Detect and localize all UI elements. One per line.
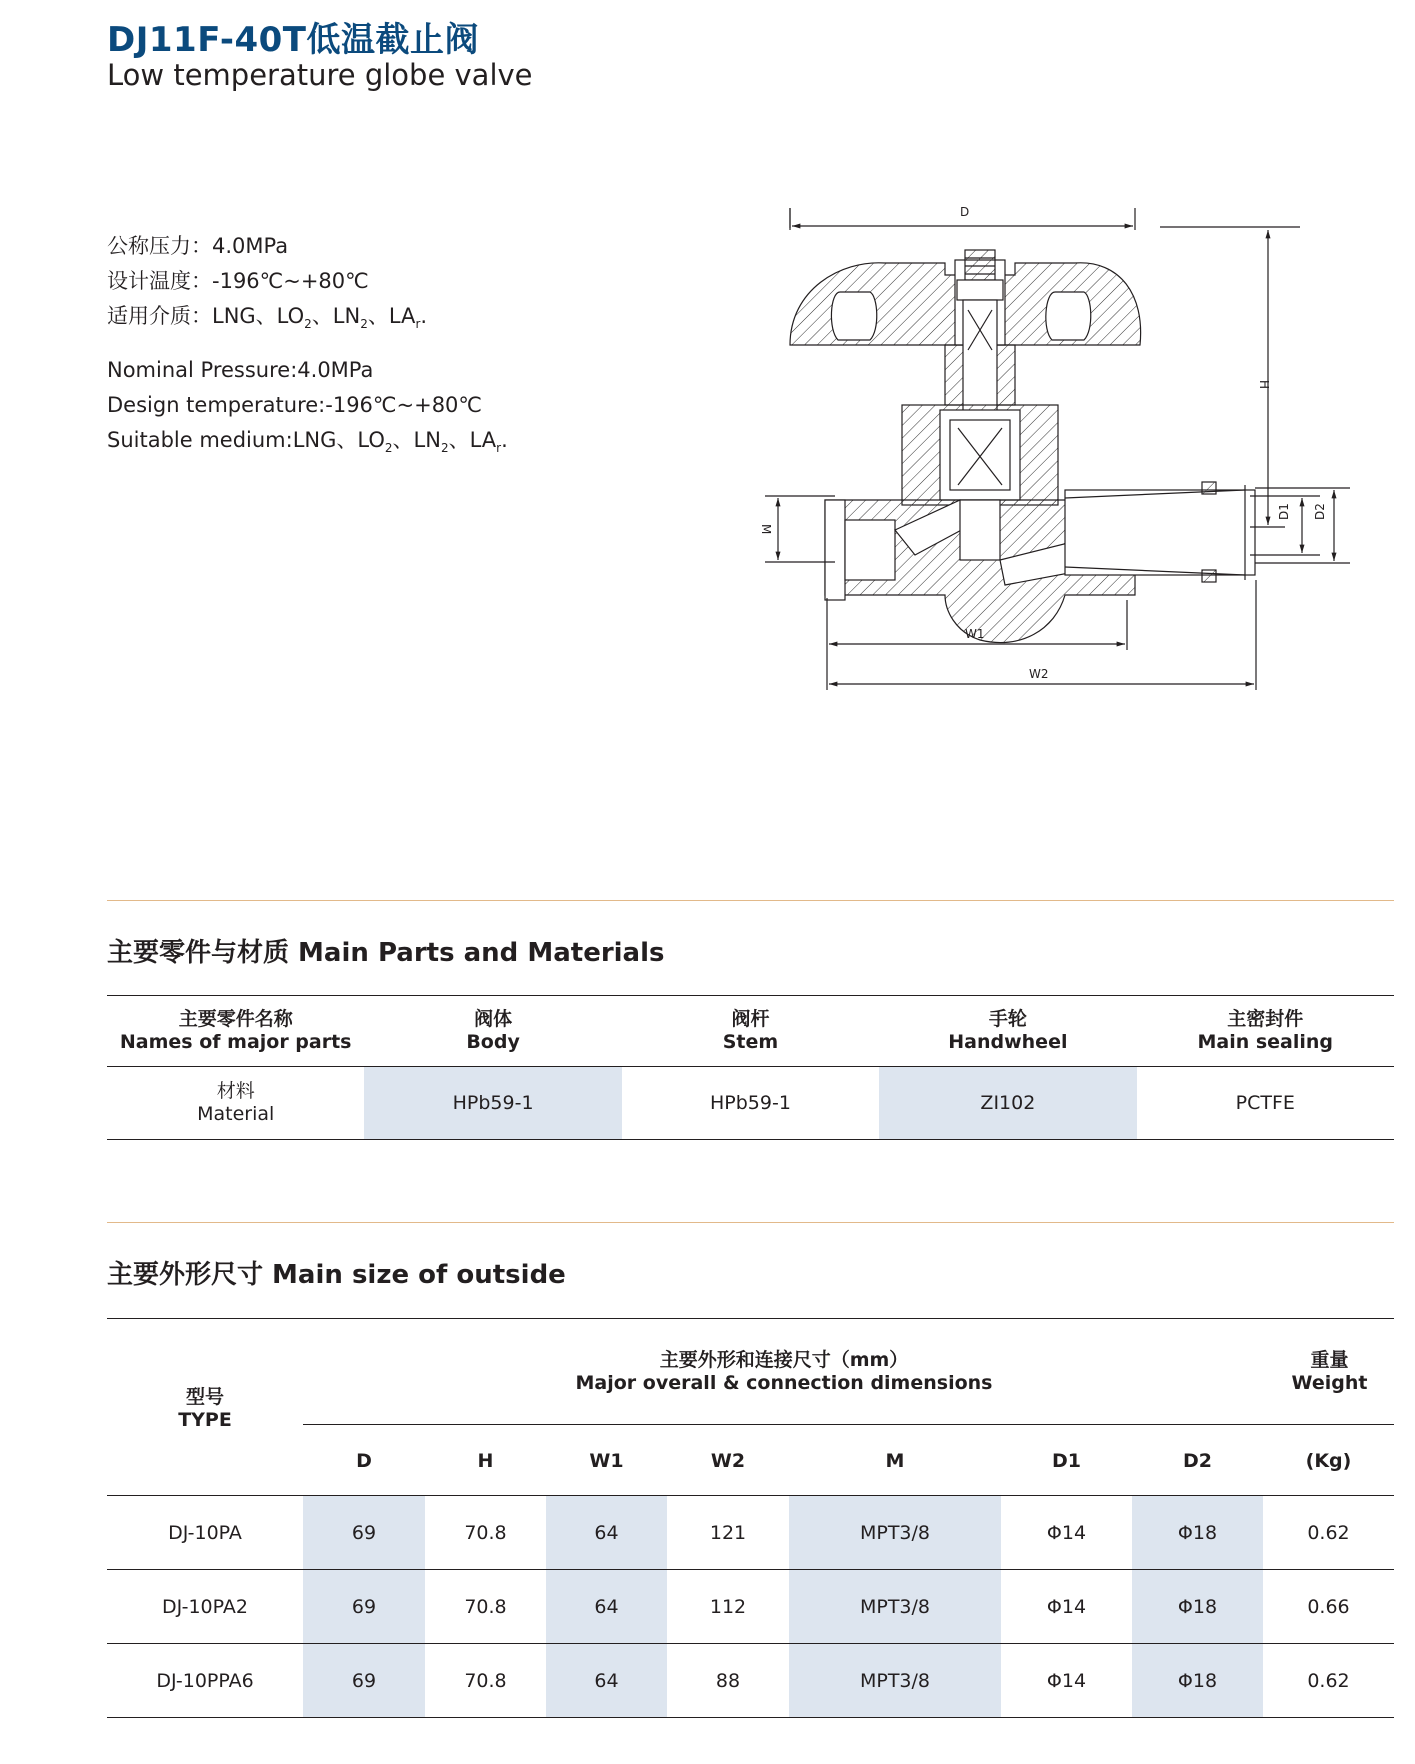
dims-table <box>107 1318 1394 1721</box>
column-header-h: H <box>477 1449 494 1472</box>
parts-section-title: 主要零件与材质 Main Parts and Materials <box>107 938 665 968</box>
table-cell: Φ14 <box>1046 1595 1087 1618</box>
header-cell: 阀体 Body <box>466 1008 520 1053</box>
table-cell: 70.8 <box>464 1595 507 1618</box>
table-row <box>107 1570 1394 1644</box>
spec-medium-cn: 适用介质：LNG、$LO_2$、$LN_2$、$LA_r$. <box>107 304 428 332</box>
table-cell: Φ14 <box>1046 1521 1087 1544</box>
header-cell: 阀杆 Stem <box>722 1008 779 1053</box>
table-row <box>107 1067 1394 1140</box>
header-cell: 主密封件 Main sealing <box>1197 1008 1334 1053</box>
dimensions-group-header: 主要外形和连接尺寸（mm） Major overall & connection dimensions <box>575 1349 993 1394</box>
column-header-weight: (Kg) <box>1305 1449 1352 1472</box>
column-header-w2: W2 <box>710 1449 746 1472</box>
table-cell: 0.62 <box>1307 1669 1350 1692</box>
table-cell: DJ-10PPA6 <box>156 1669 254 1692</box>
table-cell: 材料 Material <box>197 1080 275 1125</box>
drawing-label-h: H <box>1257 380 1271 390</box>
table-cell: 69 <box>303 1496 425 1569</box>
drawing-label-w2: W2 <box>1029 667 1049 681</box>
table-cell: ZI102 <box>879 1067 1136 1139</box>
parts-table <box>107 995 1394 1140</box>
specs-english <box>107 353 508 466</box>
column-header-d: D <box>356 1449 372 1472</box>
section-divider <box>107 900 1394 901</box>
dims-table-header <box>107 1319 1394 1496</box>
table-cell: 64 <box>546 1496 667 1569</box>
spec-temperature-cn: 设计温度：-196℃~+80℃ <box>107 269 369 293</box>
column-header-m: M <box>885 1449 905 1472</box>
table-cell: MPT3/8 <box>789 1496 1001 1569</box>
column-header-d1: D1 <box>1052 1449 1081 1472</box>
spec-medium-en: Suitable medium:LNG、$LO_2$、$LN_2$、$LA_r$. <box>107 428 508 456</box>
page-subtitle: Low temperature globe valve <box>107 58 533 92</box>
table-cell: HPb59-1 <box>364 1067 621 1139</box>
table-cell: Φ18 <box>1132 1644 1263 1717</box>
table-cell: Φ14 <box>1046 1669 1087 1692</box>
table-cell: Φ18 <box>1132 1570 1263 1643</box>
table-cell: 69 <box>303 1570 425 1643</box>
table-cell: MPT3/8 <box>789 1644 1001 1717</box>
header-cell: 主要零件名称 Names of major parts <box>119 1008 352 1053</box>
column-headers <box>303 1425 1394 1496</box>
table-cell: DJ-10PA <box>168 1521 242 1544</box>
section-divider <box>107 1222 1394 1223</box>
drawing-label-d2: D2 <box>1313 503 1327 520</box>
page-title: DJ11F-40T低温截止阀 <box>107 20 479 60</box>
type-header: 型号 TYPE <box>178 1386 232 1431</box>
table-cell: 70.8 <box>464 1669 507 1692</box>
drawing-label-w1: W1 <box>965 627 985 641</box>
valve-drawing <box>720 200 1400 790</box>
table-cell: 64 <box>546 1644 667 1717</box>
drawing-label-d: D <box>960 205 970 219</box>
table-row <box>107 1644 1394 1718</box>
table-cell: Φ18 <box>1132 1496 1263 1569</box>
table-cell: 64 <box>546 1570 667 1643</box>
spec-pressure-en: Nominal Pressure:4.0MPa <box>107 358 374 382</box>
table-cell: 69 <box>303 1644 425 1717</box>
column-header-d2: D2 <box>1183 1449 1212 1472</box>
table-cell: 121 <box>709 1521 747 1544</box>
table-cell: 88 <box>715 1669 741 1692</box>
parts-table-header <box>107 995 1394 1067</box>
header-cell: 手轮 Handwheel <box>948 1008 1068 1053</box>
table-cell: MPT3/8 <box>789 1570 1001 1643</box>
table-cell: DJ-10PA2 <box>162 1595 248 1618</box>
spec-pressure-cn: 公称压力：4.0MPa <box>107 234 289 258</box>
weight-header: 重量 Weight <box>1291 1349 1368 1394</box>
column-header-w1: W1 <box>589 1449 624 1472</box>
table-cell: HPb59-1 <box>710 1091 791 1114</box>
table-cell: 0.62 <box>1307 1521 1350 1544</box>
table-row <box>107 1496 1394 1570</box>
table-cell: 70.8 <box>464 1521 507 1544</box>
table-cell: PCTFE <box>1235 1091 1295 1114</box>
dims-section-title: 主要外形尺寸 Main size of outside <box>107 1260 566 1290</box>
drawing-label-m: M <box>759 524 773 535</box>
drawing-label-d1: D1 <box>1277 503 1291 520</box>
specs-chinese <box>107 229 427 342</box>
table-cell: 112 <box>709 1595 747 1618</box>
spec-temperature-en: Design temperature:-196℃~+80℃ <box>107 393 482 417</box>
table-cell: 0.66 <box>1307 1595 1350 1618</box>
